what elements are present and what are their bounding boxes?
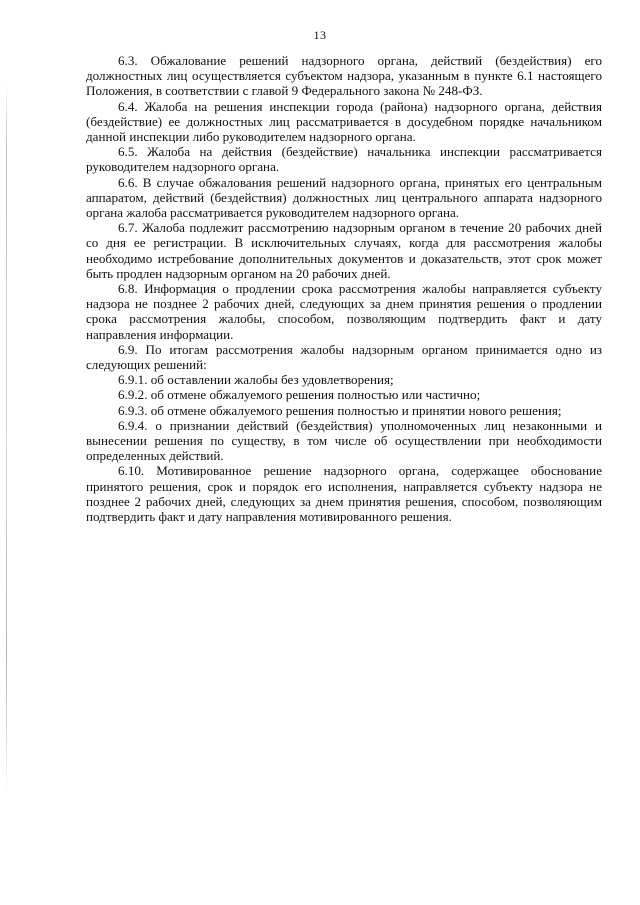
paragraph-6-5: 6.5. Жалоба на действия (бездействие) начальника инспекции рассматривается руководителем надзорного органа. (86, 144, 602, 175)
paragraph-6-3: 6.3. Обжалование решений надзорного органа, действий (бездействия) его должностных лиц осуществляется субъектом надзора, указанным в пункте 6.1 настоящего Положения, в соответствии с главой 9 Федерального закона № 248-ФЗ. (86, 53, 602, 99)
paragraph-6-8: 6.8. Информация о продлении срока рассмотрения жалобы направляется субъекту надзора не позднее 2 рабочих дней, следующих за днем принятия решения о продлении срока рассмотрения жалобы, способом, позволяющим подтвердить факт и дату направления информации. (86, 281, 602, 342)
paragraph-6-9: 6.9. По итогам рассмотрения жалобы надзорным органом принимается одно из следующих решений: (86, 341, 602, 373)
paragraph-6-6: 6.6. В случае обжалования решений надзорного органа, принятых его центральным аппаратом, действий (бездействия) должностных лиц центрального аппарата надзорного органа жалоба рассматривается руководителем надзорного органа. (86, 174, 602, 221)
paragraph-6-9-1: 6.9.1. об оставлении жалобы без удовлетворения; (118, 372, 394, 388)
scan-margin-line (6, 80, 7, 800)
paragraph-6-9-3: 6.9.3. об отмене обжалуемого решения полностью и принятии нового решения; (118, 402, 562, 418)
page-number: 13 (313, 28, 327, 42)
paragraph-6-4: 6.4. Жалоба на решения инспекции города (района) надзорного органа, действия (бездействие) ее должностных лиц рассматривается в досудебном порядке начальником данной инспекции либо руководителем надзорного органа. (86, 98, 602, 145)
paragraph-6-9-2: 6.9.2. об отмене обжалуемого решения полностью или частично; (118, 387, 481, 403)
paragraph-6-9-4: 6.9.4. о признании действий (бездействия) уполномоченных лиц незаконными и вынесении решения по существу, в том числе об осуществлении при необходимости определенных действий. (86, 417, 602, 464)
paragraph-6-10: 6.10. Мотивированное решение надзорного органа, содержащее обоснование принятого решения, срок и порядок его исполнения, направляется субъекту надзора не позднее 2 рабочих дней, следующих за днем принятия решения, способом, позволяющим подтвердить факт и дату направления мотивированного решения. (86, 463, 602, 525)
document-body (86, 53, 602, 524)
paragraph-6-7: 6.7. Жалоба подлежит рассмотрению надзорным органом в течение 20 рабочих дней со дня ее регистрации. В исключительных случаях, когда для рассмотрения жалобы необходимо истребование дополнительных документов и доказательств, этот срок может быть продлен надзорным органом на 20 рабочих дней. (86, 220, 602, 281)
